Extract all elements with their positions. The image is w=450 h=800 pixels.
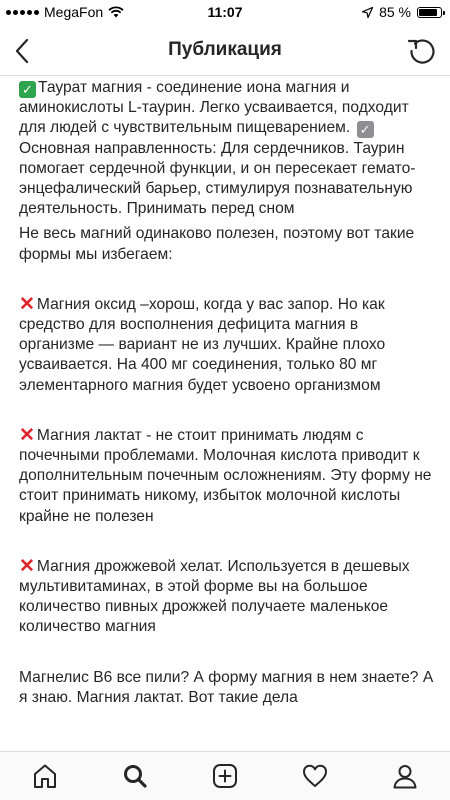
- check-icon: ✓: [19, 81, 36, 98]
- caption-text: Магния дрожжевой хелат. Используется в дешевых мультивитаминах, в этой форме вы на большое количество пивных дрожжей получаете маленькое количество магния: [19, 557, 410, 636]
- post-caption: [19, 77, 435, 728]
- carrier-name: MegaFon: [44, 4, 104, 20]
- refresh-button[interactable]: [406, 36, 436, 66]
- caption-text: Таурат магния - соединение иона магния и аминокислоты L-таурин. Легко усваивается, подходит для людей с чувствительным пищеварением.: [19, 79, 409, 137]
- caption-paragraph-lactate: [19, 426, 435, 527]
- caption-paragraph-yeast-chelate: [19, 557, 435, 638]
- caption-text: Не весь магний одинаково полезен, поэтому вот такие формы мы избегаем:: [19, 225, 415, 263]
- caption-paragraph-magnelis: [19, 668, 435, 708]
- caption-paragraph-taurate: [19, 78, 435, 219]
- caption-text: Магния лактат - не стоит принимать людям с почечными проблемами. Молочная кислота приводит к дополнительным почечным осложнениям. Эту форму не стоит принимать никому, избыток молочной кислоты крайне не полезен: [19, 426, 432, 525]
- search-icon: [122, 763, 148, 789]
- battery-percent: 85 %: [379, 4, 411, 20]
- page-title: Публикация: [168, 39, 282, 60]
- tab-profile[interactable]: [385, 756, 425, 796]
- tab-new-post[interactable]: [205, 756, 245, 796]
- tab-activity[interactable]: [295, 756, 335, 796]
- profile-icon: [392, 763, 418, 789]
- battery-level-fill: [419, 9, 437, 16]
- refresh-icon: [406, 36, 436, 66]
- check-gray-icon: ✓: [357, 121, 374, 138]
- status-right: [362, 4, 442, 20]
- post-content: [0, 77, 450, 751]
- tab-bar: [0, 751, 450, 800]
- status-time: 11:07: [207, 4, 243, 20]
- caption-text: Магнелис В6 все пили? А форму магния в нем знаете? А я знаю. Магния лактат. Вот такие дела: [19, 668, 434, 706]
- navigation-bar: [0, 26, 450, 76]
- status-bar: [0, 0, 450, 26]
- new-post-icon: [212, 763, 238, 789]
- cross-icon: ✕: [19, 555, 35, 577]
- caption-text: Магния оксид –хорош, когда у вас запор. Но как средство для восполнения дефицита магния в организме — вариант не из лучших. Крайне плохо усваивается. На 400 мг соединения, только 80 мг элементарного магния будет усвоено организмом: [19, 295, 386, 394]
- tab-search[interactable]: [115, 756, 155, 796]
- caption-paragraph-oxide: [19, 295, 435, 396]
- caption-paragraph-intro: [19, 224, 435, 264]
- tab-home[interactable]: [25, 756, 65, 796]
- home-icon: [32, 763, 58, 789]
- cross-icon: ✕: [19, 424, 35, 446]
- cross-icon: ✕: [19, 293, 35, 315]
- activity-heart-icon: [302, 763, 328, 789]
- caption-text: Основная направленность: Для сердечников. Таурин помогает сердечной функции, и он пересекает гемато-энцефалический барьер, стимулируя познавательную деятельность. Принимать перед сном: [19, 139, 416, 218]
- battery-icon: [417, 7, 442, 18]
- location-arrow-icon: [362, 7, 373, 18]
